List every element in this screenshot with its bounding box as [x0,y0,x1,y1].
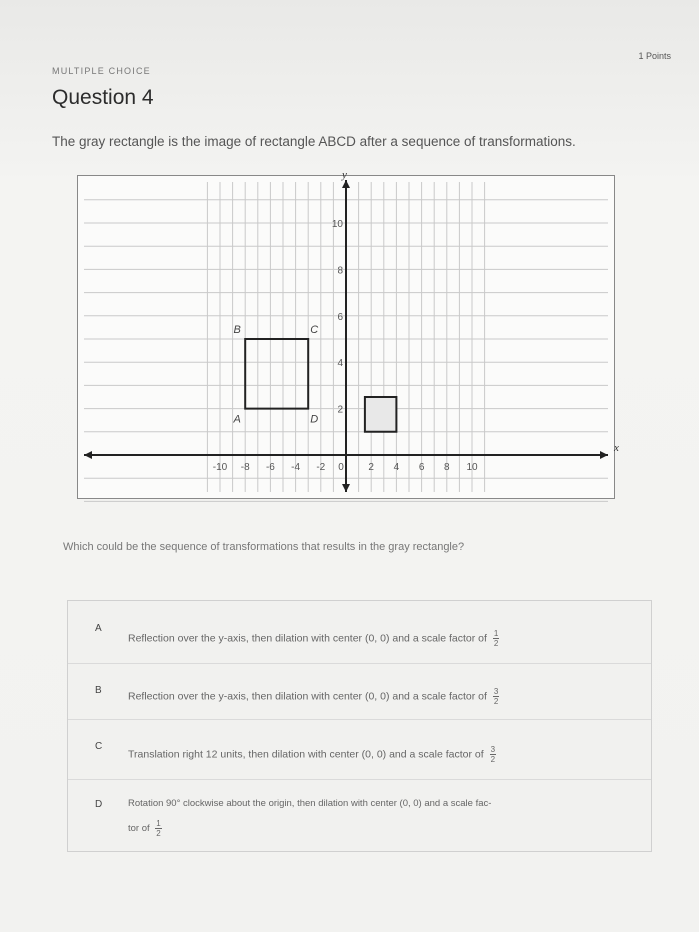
fraction-den: 2 [490,755,496,764]
question-prompt: The gray rectangle is the image of rectangle ABCD after a sequence of transformations. [52,134,576,149]
fraction-num: 1 [493,629,499,638]
choice-a[interactable] [68,601,651,664]
x-axis-arrow-left [84,451,92,459]
gray-rectangle [365,397,397,432]
x-axis-arrow [600,451,608,459]
fraction-num: 3 [490,745,496,754]
x-tick-label: -8 [240,462,250,473]
x-tick-label: 10 [466,462,478,473]
coordinate-graph [77,169,619,499]
fraction-num: 3 [493,687,499,696]
fraction-den: 2 [493,697,499,706]
vertex-label-c: C [310,324,319,336]
fraction-den: 2 [156,829,161,838]
y-tick-label: 2 [337,404,343,416]
x-tick-label: -10 [212,462,228,473]
choice-letter: C [95,741,103,752]
x-tick-label: 8 [444,462,450,473]
x-tick-label: -4 [291,462,301,473]
choice-d[interactable] [68,779,651,851]
x-axis-label: x [614,442,619,454]
vertex-label-d: D [310,413,319,426]
x-tick-label: -6 [265,462,275,473]
choice-letter: A [95,623,102,634]
y-tick-label: 6 [337,311,343,323]
vertex-label-b: B [233,324,241,336]
x-tick-label: 6 [418,462,425,473]
choice-text [128,629,499,648]
question-type-label: MULTIPLE CHOICE [52,66,151,76]
y-axis-label: y [342,169,347,181]
rectangle-abcd [245,339,308,409]
y-tick-label: 8 [337,265,343,277]
sub-prompt: Which could be the sequence of transformations that results in the gray rectangle? [63,541,465,553]
graph-svg [78,169,619,498]
fraction [493,629,499,648]
fraction-num: 1 [156,819,161,828]
x-tick-label: 4 [393,462,400,473]
y-axis-arrow-down [342,484,350,492]
fraction [493,687,499,706]
y-tick-label: 4 [337,358,343,370]
fraction [490,745,496,764]
choice-text-cont: tor of [128,823,150,835]
choice-text [128,745,496,764]
y-axis-arrow [342,180,350,188]
choice-text-main: Translation right 12 units, then dilation with center (0, 0) and a scale factor of [128,748,484,761]
question-title: Question 4 [52,86,154,109]
choice-letter: B [95,685,102,696]
vertex-label-a: A [233,413,241,426]
choice-text: Rotation 90° clockwise about the origin, then dilation with center (0, 0) and a scale fac- [128,798,492,809]
y-tick-label: 10 [331,219,343,230]
choice-text-continued [128,819,162,838]
points-label: 1 Points [638,51,671,61]
choice-letter: D [95,799,103,810]
answer-choices [67,600,652,852]
choice-text [128,687,499,706]
fraction-den: 2 [493,639,499,648]
choice-b[interactable] [68,663,651,720]
x-tick-label: 2 [368,462,374,473]
x-tick-label: -2 [316,462,326,473]
x-tick-label: 0 [338,462,344,473]
choice-text-main: Reflection over the y-axis, then dilation with center (0, 0) and a scale factor of [128,632,487,645]
choice-c[interactable] [68,719,651,780]
fraction [155,819,161,838]
choice-text-main: Reflection over the y-axis, then dilation with center (0, 0) and a scale factor of [128,690,487,703]
